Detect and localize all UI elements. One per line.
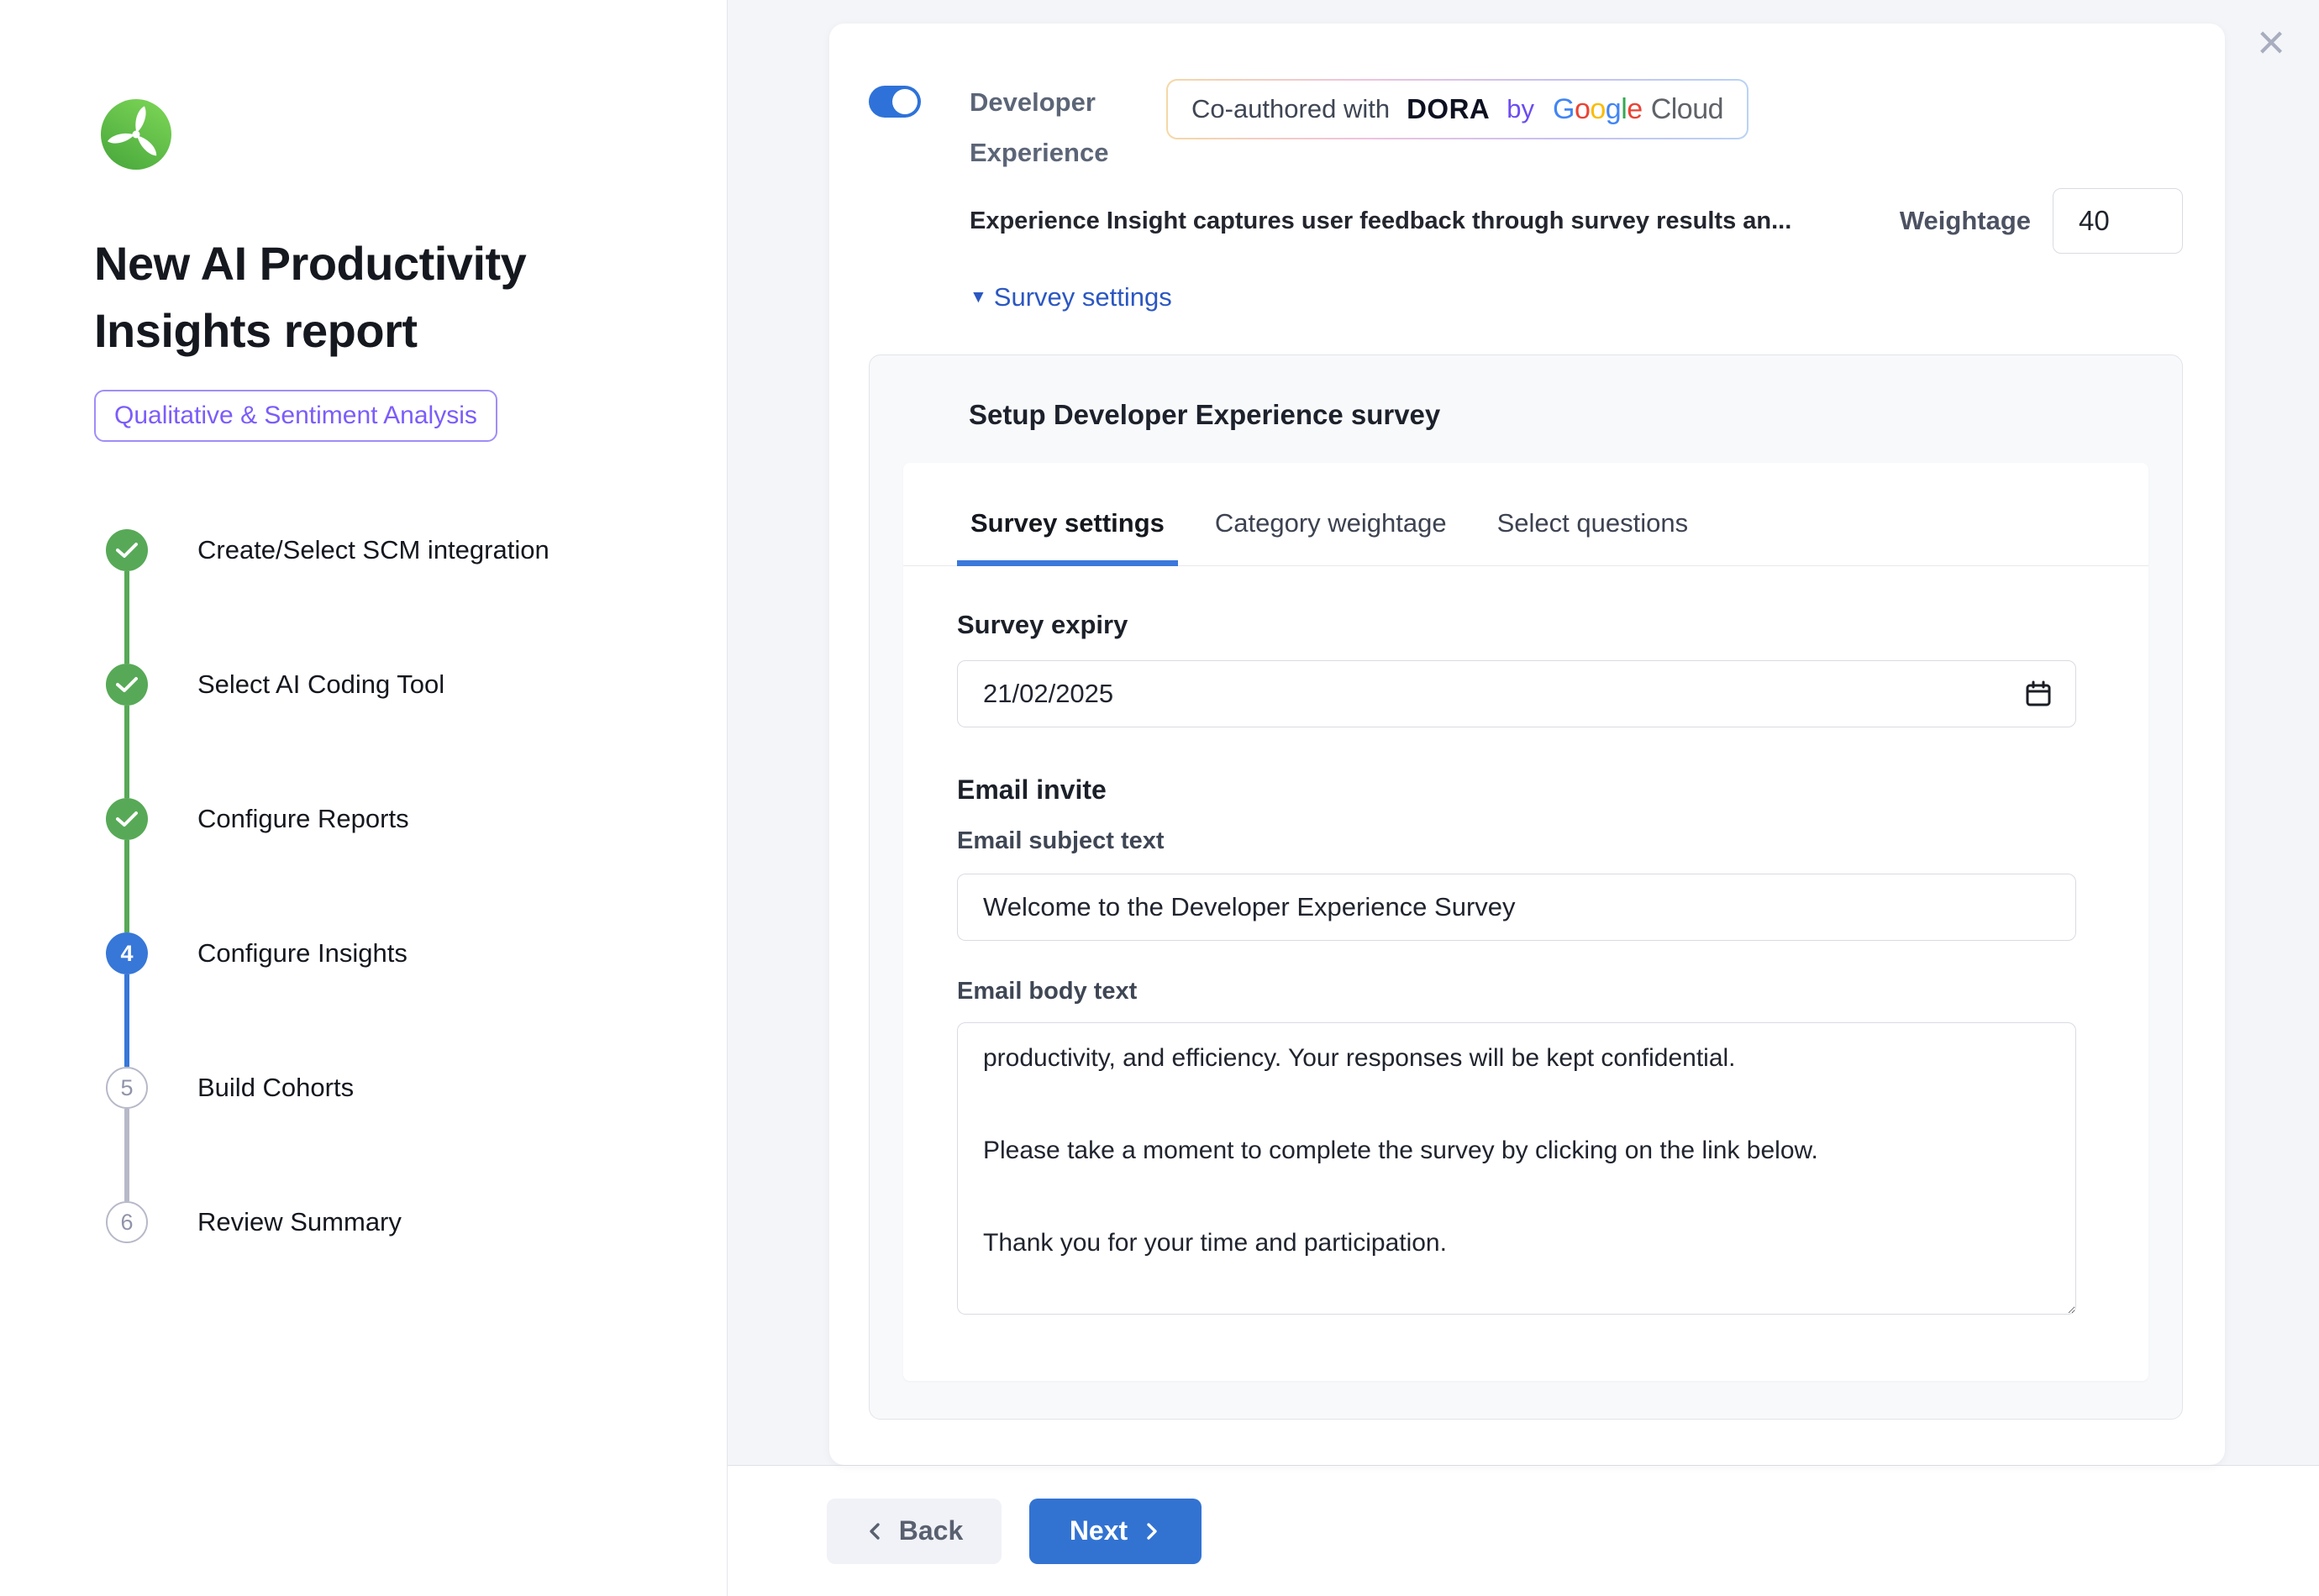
insight-name-line2: Experience: [970, 138, 1109, 167]
weightage-input[interactable]: [2053, 188, 2183, 254]
step-connector: [124, 706, 129, 798]
developer-experience-toggle[interactable]: [869, 86, 921, 118]
chevron-left-icon: [865, 1521, 886, 1541]
survey-settings-tab-content: [903, 566, 2148, 1319]
step-connector: [124, 974, 129, 1067]
step-configure-reports[interactable]: [106, 798, 693, 840]
app-logo-icon: [101, 99, 171, 170]
dora-logo: DORA: [1407, 93, 1491, 124]
weightage-group: [1900, 188, 2183, 254]
tab-survey-settings[interactable]: Survey settings: [957, 508, 1178, 566]
survey-expiry-label: Survey expiry: [957, 610, 1128, 639]
email-subject-input[interactable]: [957, 874, 2076, 941]
insight-name: [970, 77, 1161, 178]
main-panel: [728, 0, 2319, 1596]
step-build-cohorts[interactable]: [106, 1067, 693, 1109]
wizard-footer: [728, 1466, 2319, 1596]
step-review-summary[interactable]: [106, 1201, 693, 1243]
tab-select-questions[interactable]: Select questions: [1496, 508, 1689, 538]
page-title: New AI Productivity Insights report: [94, 237, 527, 357]
step-connector: [124, 1109, 129, 1201]
back-button[interactable]: [827, 1499, 1002, 1564]
report-type-badge: Qualitative & Sentiment Analysis: [94, 390, 497, 442]
step-complete-icon: [106, 529, 148, 571]
email-invite-label: Email invite: [957, 774, 1107, 805]
back-button-label: Back: [898, 1515, 964, 1546]
wizard-stepper: [106, 529, 693, 1243]
survey-tabs: [903, 463, 2148, 566]
step-label: Build Cohorts: [197, 1073, 355, 1102]
google-cloud-label: Cloud: [1650, 92, 1724, 125]
email-body-label: Email body text: [957, 978, 1138, 1005]
survey-settings-panel: [903, 463, 2148, 1381]
step-create-scm-integration[interactable]: [106, 529, 693, 571]
survey-settings-collapse[interactable]: [869, 282, 2183, 312]
google-logo: Google: [1553, 92, 1643, 125]
toggle-knob: [892, 89, 918, 114]
next-button-label: Next: [1069, 1515, 1128, 1546]
step-label: Create/Select SCM integration: [197, 535, 550, 564]
survey-expiry-input[interactable]: [957, 660, 2076, 727]
step-label: Configure Reports: [197, 804, 409, 833]
survey-settings-link-label: Survey settings: [993, 282, 1172, 312]
insight-card: [829, 24, 2225, 1465]
step-number-pending: 5: [106, 1067, 148, 1109]
step-label: Configure Insights: [197, 938, 408, 968]
step-configure-insights[interactable]: [106, 932, 693, 974]
triangle-down-icon: ▼: [970, 287, 987, 307]
step-label: Review Summary: [197, 1207, 402, 1236]
step-complete-icon: [106, 798, 148, 840]
step-complete-icon: [106, 664, 148, 706]
coauthored-prefix: Co-authored with: [1191, 94, 1391, 123]
step-connector: [124, 840, 129, 932]
main-content: [728, 0, 2319, 1466]
step-label: Select AI Coding Tool: [197, 669, 445, 699]
next-button[interactable]: [1029, 1499, 1202, 1564]
insight-description: Experience Insight captures user feedback through survey results an...: [970, 207, 1792, 234]
chevron-right-icon: [1141, 1521, 1161, 1541]
close-icon[interactable]: ×: [2257, 15, 2285, 70]
setup-survey-card: [869, 354, 2183, 1420]
calendar-icon[interactable]: [2024, 680, 2053, 712]
email-subject-label: Email subject text: [957, 827, 1165, 854]
coauthored-by: by: [1507, 94, 1534, 123]
step-select-ai-coding-tool[interactable]: [106, 664, 693, 706]
tab-category-weightage[interactable]: Category weightage: [1214, 508, 1447, 538]
insight-name-line1: Developer: [970, 87, 1096, 117]
wizard-sidebar: [0, 0, 728, 1596]
step-number-pending: 6: [106, 1201, 148, 1243]
email-body-textarea[interactable]: [957, 1022, 2076, 1315]
weightage-label: Weightage: [1899, 206, 2031, 235]
step-connector: [124, 571, 129, 664]
coauthored-badge: [1166, 79, 1748, 139]
setup-survey-title: Setup Developer Experience survey: [969, 399, 1441, 430]
step-number-active: 4: [106, 932, 148, 974]
